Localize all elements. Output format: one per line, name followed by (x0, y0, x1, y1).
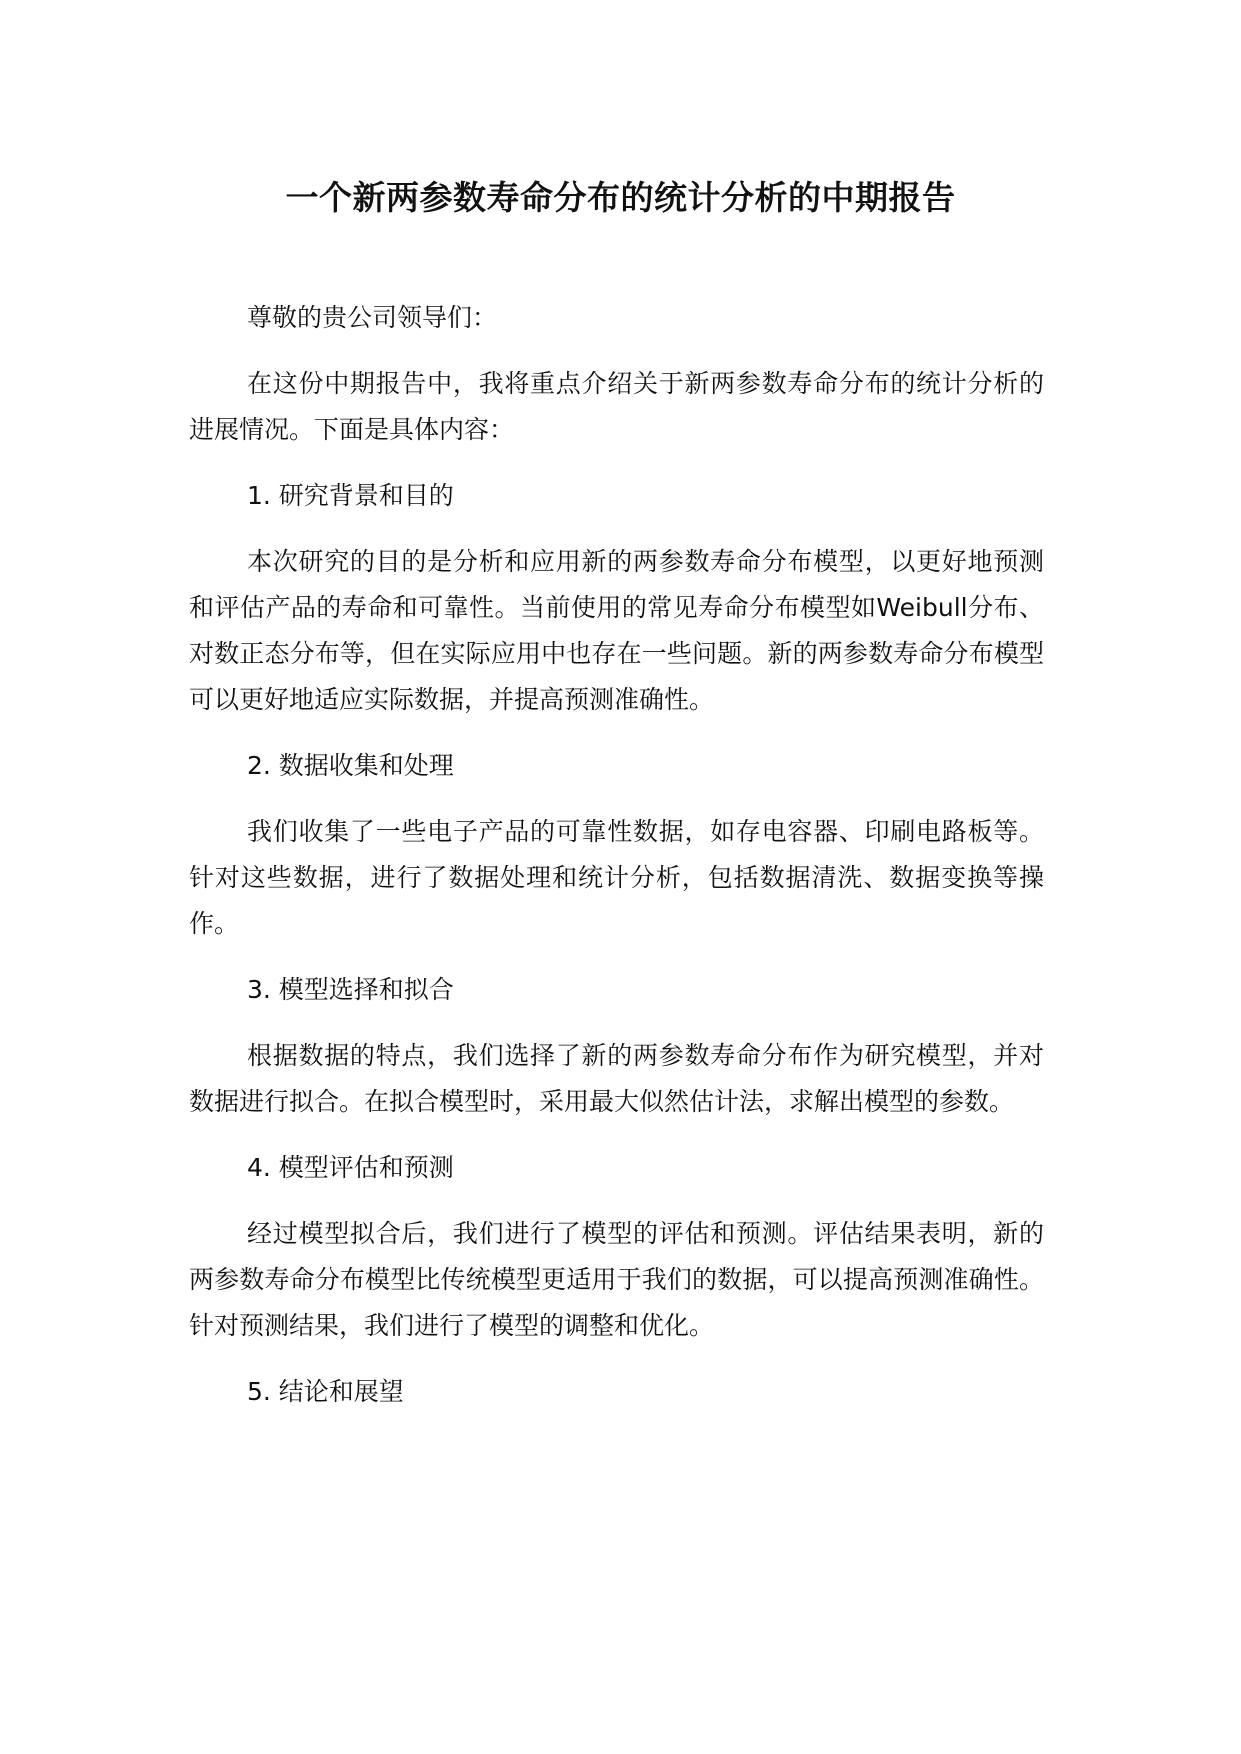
section-heading-5: 5. 结论和展望 (247, 1377, 404, 1406)
greeting: 尊敬的贵公司领导们： (247, 303, 498, 332)
section-heading-1: 1. 研究背景和目的 (247, 481, 454, 510)
document-body (189, 295, 1044, 1415)
section-text-1: 本次研究的目的是分析和应用新的两参数寿命分布模型，以更好地预测和评估产品的寿命和可靠性。当前使用的常见寿命分布模型如Weibull分布、对数正态分布等，但在实际应用中也存在一些问题。新的两参数寿命分布模型可以更好地适应实际数据，并提高预测准确性。 (189, 547, 1044, 714)
section-heading-4: 4. 模型评估和预测 (247, 1153, 454, 1182)
section-heading-2: 2. 数据收集和处理 (247, 751, 454, 780)
document-title: 一个新两参数寿命分布的统计分析的中期报告 (285, 178, 956, 217)
section-heading-3: 3. 模型选择和拟合 (247, 975, 454, 1004)
section-text-2: 我们收集了一些电子产品的可靠性数据，如存电容器、印刷电路板等。针对这些数据，进行了数据处理和统计分析，包括数据清洗、数据变换等操作。 (189, 817, 1044, 938)
intro-paragraph: 在这份中期报告中，我将重点介绍关于新两参数寿命分布的统计分析的进展情况。下面是具体内容： (189, 369, 1044, 444)
section-text-4: 经过模型拟合后，我们进行了模型的评估和预测。评估结果表明，新的两参数寿命分布模型比传统模型更适用于我们的数据，可以提高预测准确性。针对预测结果，我们进行了模型的调整和优化。 (189, 1219, 1044, 1340)
section-text-3: 根据数据的特点，我们选择了新的两参数寿命分布作为研究模型，并对数据进行拟合。在拟合模型时，采用最大似然估计法，求解出模型的参数。 (189, 1041, 1044, 1116)
